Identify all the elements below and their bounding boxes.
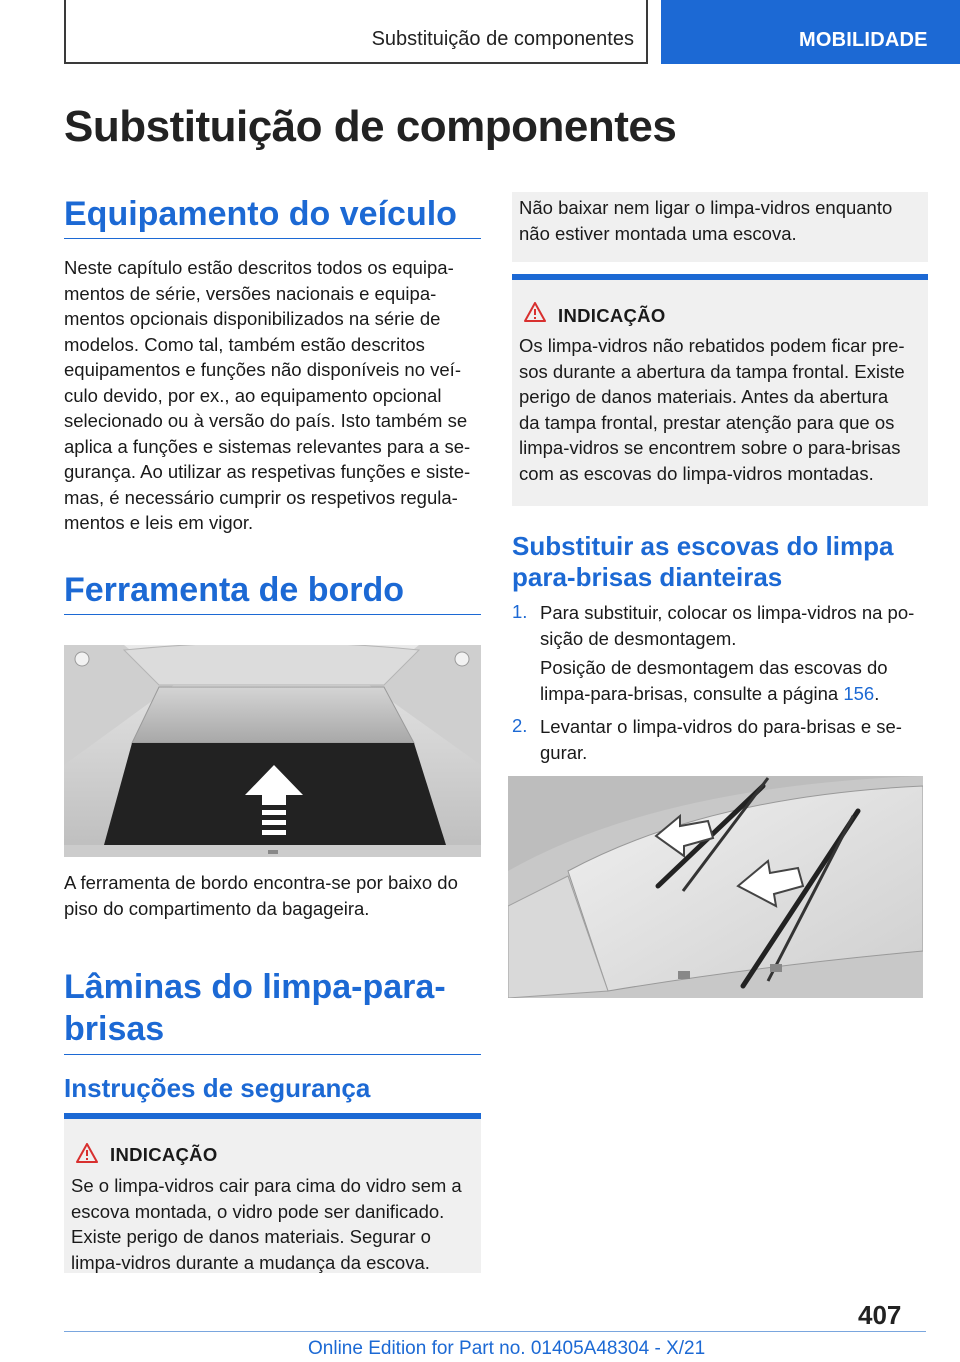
section-tab: [64, 0, 648, 64]
notice-text: Se o limpa-vidros cair para cima do vidro sem a escova montada, o vidro pode ser danificado. Existe perigo de danos materiais. Segurar o limpa-vidros durante a mudança da escova.: [71, 1175, 462, 1273]
notice-bar: [512, 274, 928, 280]
equipamento-text: Neste capítulo estão descritos todos os equipa- mentos de série, versões nacionais e equipa- mentos opcionais disponibilizados na série de modelos. Como tal, também estão descritos equipamentos e funções não disponíveis no veí- culo devido, por ex., ao equipamento opcional selecionado ou à versão do país. Isto também se aplica a funções e sistemas relevantes para a se- gurança. Ao utilizar as respetivas funções e siste- mas, é necessário cumprir os respetivos regula- mentos e leis em vigor.: [64, 257, 471, 533]
chapter-tab[interactable]: [661, 0, 960, 64]
page-title: Substituição de componentes: [64, 102, 677, 151]
notice-text: Os limpa-vidros não rebatidos podem ficar pre- sos durante a abertura da tampa frontal. Existe perigo de danos materiais. Antes da abertura da tampa frontal, prestar atenção para que os limpa-vidros se encontrem sobre o para-brisas com as escovas do limpa-vidros montadas.: [519, 335, 905, 484]
page-number: 407: [858, 1300, 902, 1330]
warning-icon: [76, 1143, 98, 1163]
notice-box-2: [512, 274, 928, 506]
heading-ferramenta: Ferramenta de bordo: [64, 570, 481, 615]
step-text: Para substituir, colocar os limpa-vidros na po- sição de desmontagem.: [540, 602, 915, 649]
page-link[interactable]: 156: [843, 682, 875, 704]
step-note: Posição de desmontagem das escovas do limpa-para-brisas, consulte a página 156.: [540, 657, 888, 704]
chapter-title: MOBILIDADE: [799, 29, 928, 51]
notice-continuation: [512, 192, 928, 262]
section-title: Substituição de componentes: [371, 28, 634, 50]
ferramenta-caption: A ferramenta de bordo encontra-se por baixo do piso do compartimento da bagageira.: [64, 872, 458, 919]
notice-title: INDICAÇÃO: [110, 1144, 218, 1165]
heading-instrucoes-seguranca: Instruções de segurança: [64, 1073, 371, 1103]
step-text: Levantar o limpa-vidros do para-brisas e se- gurar.: [540, 716, 902, 763]
step-number: 1.: [512, 601, 528, 622]
footer-edition: Online Edition for Part no. 01405A48304 - X/21: [308, 1338, 706, 1359]
windshield-wiper-image: [508, 776, 923, 998]
notice-bar: [64, 1113, 481, 1119]
notice-box-1: [64, 1113, 481, 1273]
notice-title: INDICAÇÃO: [558, 305, 666, 326]
heading-equipamento: Equipamento do veículo: [64, 194, 481, 239]
trunk-floor-image: [64, 645, 481, 857]
step-number: 2.: [512, 715, 528, 736]
notice-continuation-text: Não baixar nem ligar o limpa-vidros enquanto não estiver montada uma escova.: [519, 197, 893, 244]
heading-laminas: Lâminas do limpa-para- brisas: [64, 966, 481, 1055]
page-header: [0, 0, 960, 66]
trunk-figure: [64, 645, 481, 857]
windshield-figure: [508, 776, 923, 998]
footer-divider: [64, 1331, 926, 1332]
warning-icon: [524, 302, 546, 322]
heading-substituir-escovas: Substituir as escovas do limpa para-brisas dianteiras: [512, 531, 894, 592]
